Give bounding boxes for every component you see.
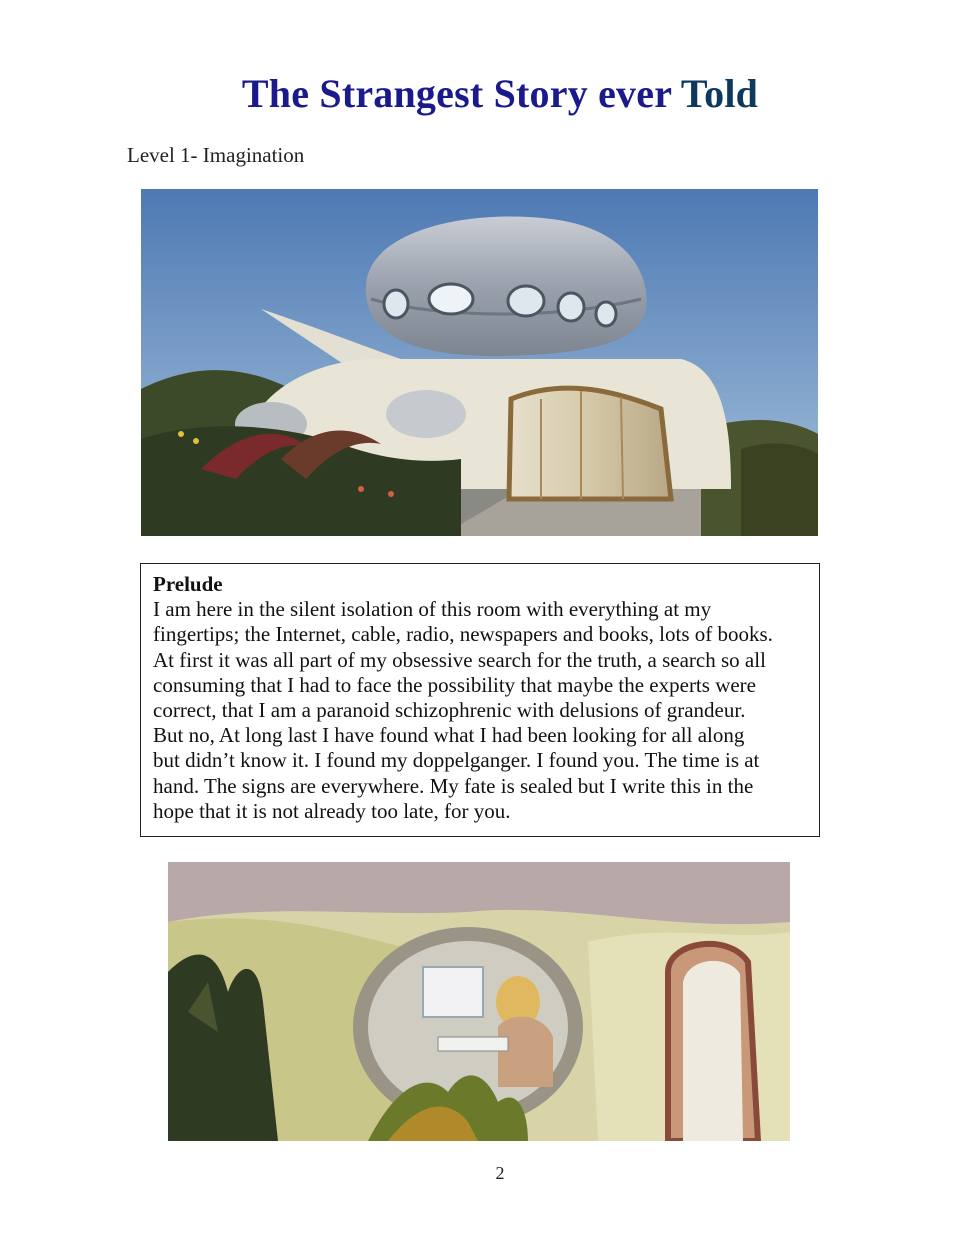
prelude-box xyxy=(140,563,820,837)
shell-house-photo xyxy=(141,189,818,536)
page-number: 2 xyxy=(495,1163,505,1183)
prelude-heading: Prelude xyxy=(153,572,223,596)
prelude-line: hand. The signs are everywhere. My fate is sealed but I write this in the xyxy=(153,773,754,798)
prelude-line: correct, that I am a paranoid schizophrenic with delusions of grandeur. xyxy=(153,698,746,723)
page-title xyxy=(0,70,960,117)
prelude-line: But no, At long last I have found what I had been looking for all along xyxy=(153,723,745,748)
title-main: The Strangest Story ever xyxy=(241,71,681,116)
prelude-line: but didn’t know it. I found my doppelganger. I found you. The time is at xyxy=(153,748,760,773)
porthole-illustration xyxy=(168,862,790,1141)
title-accent: Told xyxy=(680,71,759,116)
level-subtitle: Level 1- Imagination xyxy=(127,143,305,167)
prelude-line: consuming that I had to face the possibility that maybe the experts were xyxy=(153,672,756,697)
prelude-line: fingertips; the Internet, cable, radio, newspapers and books, lots of books. xyxy=(153,622,773,647)
prelude-line: At first it was all part of my obsessive search for the truth, a search so all xyxy=(153,647,766,672)
prelude-line: I am here in the silent isolation of this room with everything at my xyxy=(153,597,712,622)
prelude-line: hope that it is not already too late, for you. xyxy=(153,798,511,823)
